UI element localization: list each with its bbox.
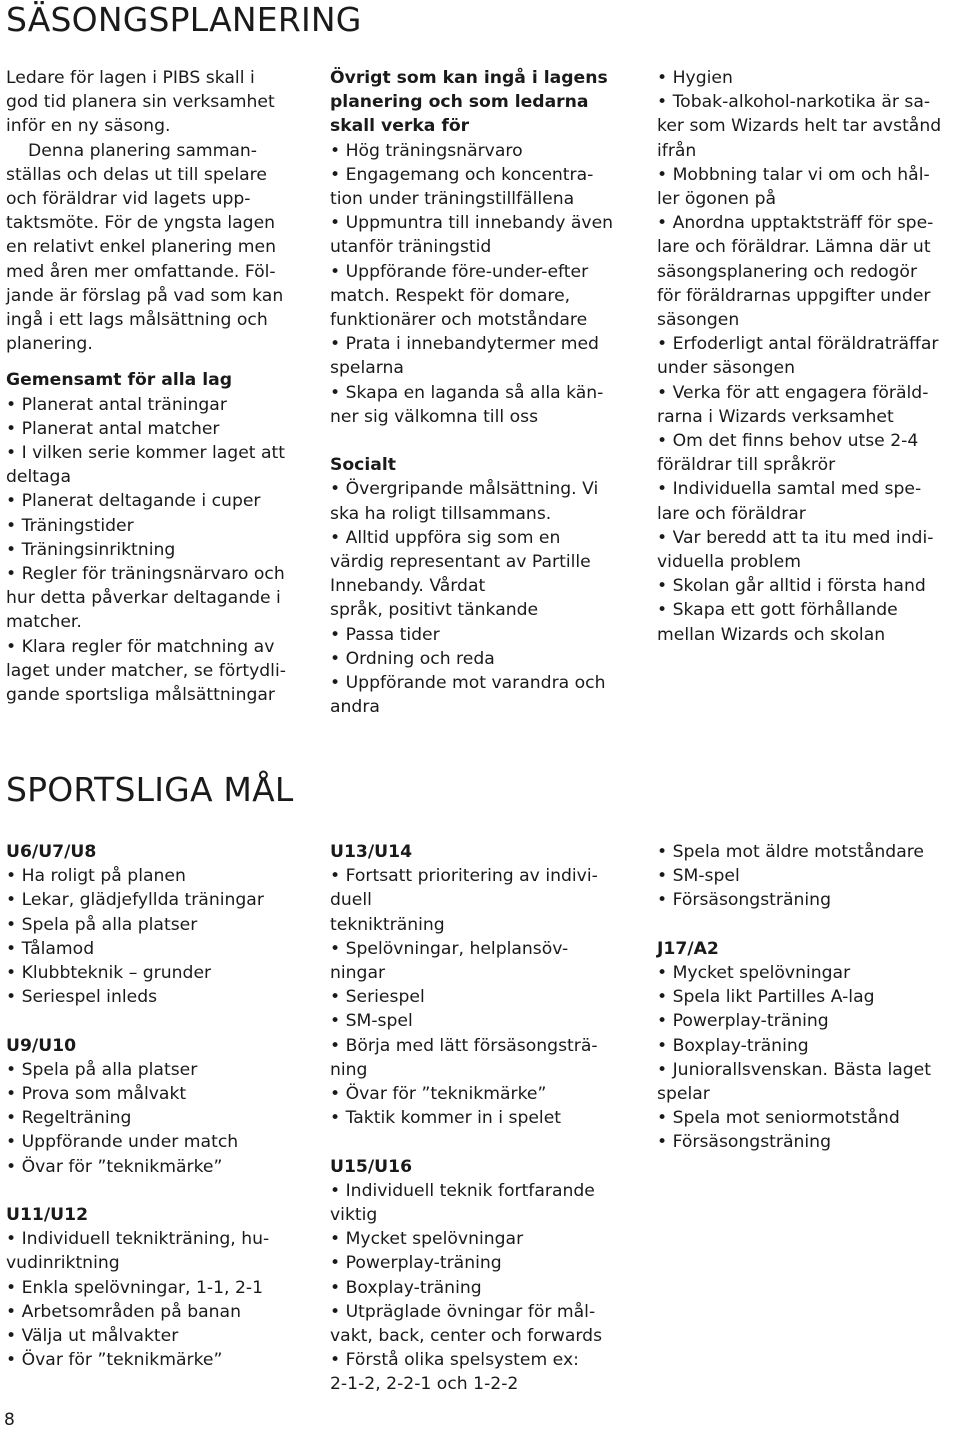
list-item: • Spela likt Partilles A-lag	[657, 987, 875, 1008]
list-item: • Prova som målvakt	[6, 1084, 187, 1105]
list-item: • Anordna upptaktsträff för spe-	[657, 213, 934, 234]
list-item: • Skolan går alltid i första hand	[657, 576, 926, 597]
list-item: • Boxplay-träning	[330, 1277, 482, 1298]
list-item: gande sportsliga målsättningar	[6, 685, 275, 706]
list-item: • Uppförande mot varandra och	[330, 673, 606, 694]
list-item: • Individuell teknikträning, hu-	[6, 1229, 270, 1250]
list-item: matcher.	[6, 612, 82, 633]
goals-column-middle	[330, 840, 602, 1397]
list-item: ifrån	[657, 140, 697, 161]
list-item: • Om det finns behov utse 2-4	[657, 431, 919, 452]
list-item: • Mobbning talar vi om och hål-	[657, 164, 930, 185]
list-item: • Prata i innebandytermer med	[330, 334, 599, 355]
age-group-heading: J17/A2	[657, 938, 719, 959]
page-title: SÄSONGSPLANERING	[6, 0, 362, 39]
text-line: Denna planering samman-	[28, 140, 257, 161]
text-line: jande är förslag på vad som kan	[6, 285, 284, 306]
text-line: ingå i ett lags målsättning och	[6, 310, 268, 331]
list-item: • Börja med lätt försäsongsträ-	[330, 1035, 598, 1056]
list-item: • Spela mot seniormotstånd	[657, 1108, 900, 1129]
list-item: spelarna	[330, 358, 404, 379]
list-item: • SM-spel	[330, 1011, 413, 1032]
leader-goals-column	[330, 66, 613, 719]
list-item: vudinriktning	[6, 1253, 120, 1274]
list-item: • Förstå olika spelsystem ex:	[330, 1350, 579, 1371]
list-item: • Arbetsområden på banan	[6, 1301, 241, 1322]
list-item: • Hög träningsnärvaro	[330, 140, 523, 161]
list-item: • Skapa en laganda så alla kän-	[330, 382, 604, 403]
text-line: Ledare för lagen i PIBS skall i	[6, 68, 255, 88]
text-line: inför en ny säsong.	[6, 116, 171, 137]
list-item: • Engagemang och koncentra-	[330, 164, 594, 185]
list-item: • Alltid uppföra sig som en	[330, 527, 561, 548]
list-item: • Seriespel	[330, 987, 425, 1008]
list-item: duell	[330, 890, 372, 911]
list-item: • Hygien	[657, 68, 733, 88]
list-item: • Verka för att engagera föräld-	[657, 382, 929, 403]
section-heading: Gemensamt för alla lag	[6, 370, 233, 391]
list-item: rarna i Wizards verksamhet	[657, 406, 894, 427]
list-item: Innebandy. Vårdat	[330, 576, 486, 597]
list-item: • Uppmuntra till innebandy även	[330, 213, 614, 234]
list-item: ska ha roligt tillsammans.	[330, 503, 552, 524]
text-line: och föräldrar vid lagets upp-	[6, 189, 251, 210]
list-item: säsongsplanering och redogör	[657, 261, 918, 282]
list-item: • Regler för träningsnärvaro och	[6, 564, 285, 585]
list-item: • Planerat deltagande i cuper	[6, 491, 261, 512]
text-line: med åren mer omfattande. Föl-	[6, 261, 276, 282]
list-item: • Seriespel inleds	[6, 987, 158, 1008]
list-item: • Tålamod	[6, 938, 95, 959]
list-item: • Försäsongsträning	[657, 1132, 831, 1153]
list-item: • Planerat antal matcher	[6, 418, 220, 439]
list-item: • Fortsatt prioritering av indivi-	[330, 866, 598, 887]
text-line: ställas och delas ut till spelare	[6, 164, 267, 185]
list-item: • Tobak-alkohol-narkotika är sa-	[657, 92, 931, 113]
list-item: • SM-spel	[657, 866, 740, 887]
list-item: funktionärer och motståndare	[330, 310, 588, 331]
list-item: • Övar för ”teknikmärke”	[6, 1350, 223, 1371]
text-line: en relativt enkel planering men	[6, 237, 277, 258]
text-line: planering.	[6, 334, 93, 355]
list-item: tion under träningstillfällena	[330, 189, 575, 210]
list-item: • Övar för ”teknikmärke”	[330, 1084, 547, 1105]
list-item: • Träningstider	[6, 515, 134, 536]
social-column	[657, 66, 941, 647]
list-item: deltaga	[6, 467, 71, 488]
text-line: god tid planera sin verksamhet	[6, 92, 275, 113]
section-heading: Övrigt som kan ingå i lagens	[330, 68, 608, 88]
age-group-heading: U13/U14	[330, 842, 413, 862]
section-heading: skall verka för	[330, 116, 470, 137]
list-item: • Skapa ett gott förhållande	[657, 600, 898, 621]
text-line: taktsmöte. För de yngsta lagen	[6, 213, 276, 234]
list-item: • Spela mot äldre motståndare	[657, 842, 924, 862]
list-item: under säsongen	[657, 358, 796, 379]
list-item: • Klubbteknik – grunder	[6, 963, 212, 984]
list-item: • Powerplay-träning	[657, 1011, 829, 1032]
list-item: laget under matcher, se förtydli-	[6, 660, 286, 681]
list-item: • Utpräglade övningar för mål-	[330, 1301, 596, 1322]
list-item: ningar	[330, 963, 386, 984]
goals-column-senior	[657, 840, 931, 1155]
list-item: hur detta påverkar deltagande i	[6, 588, 281, 609]
age-group-heading: U15/U16	[330, 1156, 413, 1177]
list-item: • Lekar, glädjefyllda träningar	[6, 890, 264, 911]
list-item: utanför träningstid	[330, 237, 492, 258]
age-group-heading: U11/U12	[6, 1205, 89, 1226]
list-item: • Mycket spelövningar	[657, 963, 851, 983]
list-item: • Försäsongsträning	[657, 890, 831, 911]
intro-column	[6, 66, 286, 707]
list-item: ning	[330, 1059, 368, 1080]
list-item: • Erfoderligt antal föräldraträffar	[657, 334, 939, 355]
list-item: teknikträning	[330, 914, 445, 935]
list-item: lare och föräldrar	[657, 503, 806, 524]
list-item: viduella problem	[657, 552, 801, 573]
list-item: mellan Wizards och skolan	[657, 624, 886, 645]
list-item: • Enkla spelövningar, 1-1, 2-1	[6, 1277, 264, 1298]
age-group-heading: U9/U10	[6, 1035, 77, 1056]
list-item: • Powerplay-träning	[330, 1253, 502, 1274]
list-item: ner sig välkomna till oss	[330, 406, 539, 427]
list-item: • Regelträning	[6, 1108, 132, 1129]
list-item: • Planerat antal träningar	[6, 394, 227, 415]
list-item: • Mycket spelövningar	[330, 1229, 524, 1250]
list-item: ker som Wizards helt tar avstånd	[657, 116, 942, 137]
list-item: • Klara regler för matchning av	[6, 636, 275, 657]
list-item: lare och föräldrar. Lämna där ut	[657, 237, 931, 258]
list-item: föräldrar till språkrör	[657, 455, 836, 476]
list-item: • I vilken serie kommer laget att	[6, 443, 285, 464]
list-item: • Ordning och reda	[330, 648, 495, 669]
list-item: • Individuella samtal med spe-	[657, 479, 922, 500]
list-item: • Boxplay-träning	[657, 1035, 809, 1056]
section-heading: planering och som ledarna	[330, 92, 589, 113]
list-item: • Träningsinriktning	[6, 539, 176, 560]
list-item: • Spela på alla platser	[6, 914, 198, 935]
list-item: • Spela på alla platser	[6, 1059, 198, 1080]
list-item: språk, positivt tänkande	[330, 600, 539, 621]
list-item: • Övar för ”teknikmärke”	[6, 1156, 223, 1177]
list-item: vakt, back, center och forwards	[330, 1326, 603, 1347]
list-item: • Ha roligt på planen	[6, 866, 186, 887]
list-item: för föräldrarnas uppgifter under	[657, 285, 931, 306]
list-item: • Juniorallsvenskan. Bästa laget	[657, 1059, 931, 1080]
section-heading: Socialt	[330, 455, 396, 476]
list-item: • Individuell teknik fortfarande	[330, 1180, 595, 1201]
page-number: 8	[4, 1410, 15, 1430]
list-item: spelar	[657, 1084, 710, 1105]
list-item: 2-1-2, 2-2-1 och 1-2-2	[330, 1374, 519, 1395]
list-item: andra	[330, 697, 380, 718]
list-item: • Uppförande under match	[6, 1132, 239, 1153]
list-item: ler ögonen på	[657, 189, 777, 210]
age-group-heading: U6/U7/U8	[6, 842, 97, 862]
list-item: • Övergripande målsättning. Vi	[330, 479, 599, 500]
list-item: • Passa tider	[330, 624, 440, 645]
list-item: viktig	[330, 1205, 378, 1226]
list-item: • Spelövningar, helplansöv-	[330, 938, 569, 959]
section-title: SPORTSLIGA MÅL	[6, 770, 294, 809]
list-item: match. Respekt för domare,	[330, 285, 571, 306]
list-item: säsongen	[657, 310, 740, 331]
list-item: värdig representant av Partille	[330, 552, 591, 573]
list-item: • Var beredd att ta itu med indi-	[657, 527, 934, 548]
goals-column-young	[6, 840, 269, 1372]
list-item: • Uppförande före-under-efter	[330, 261, 589, 282]
list-item: • Välja ut målvakter	[6, 1326, 179, 1347]
list-item: • Taktik kommer in i spelet	[330, 1108, 562, 1129]
